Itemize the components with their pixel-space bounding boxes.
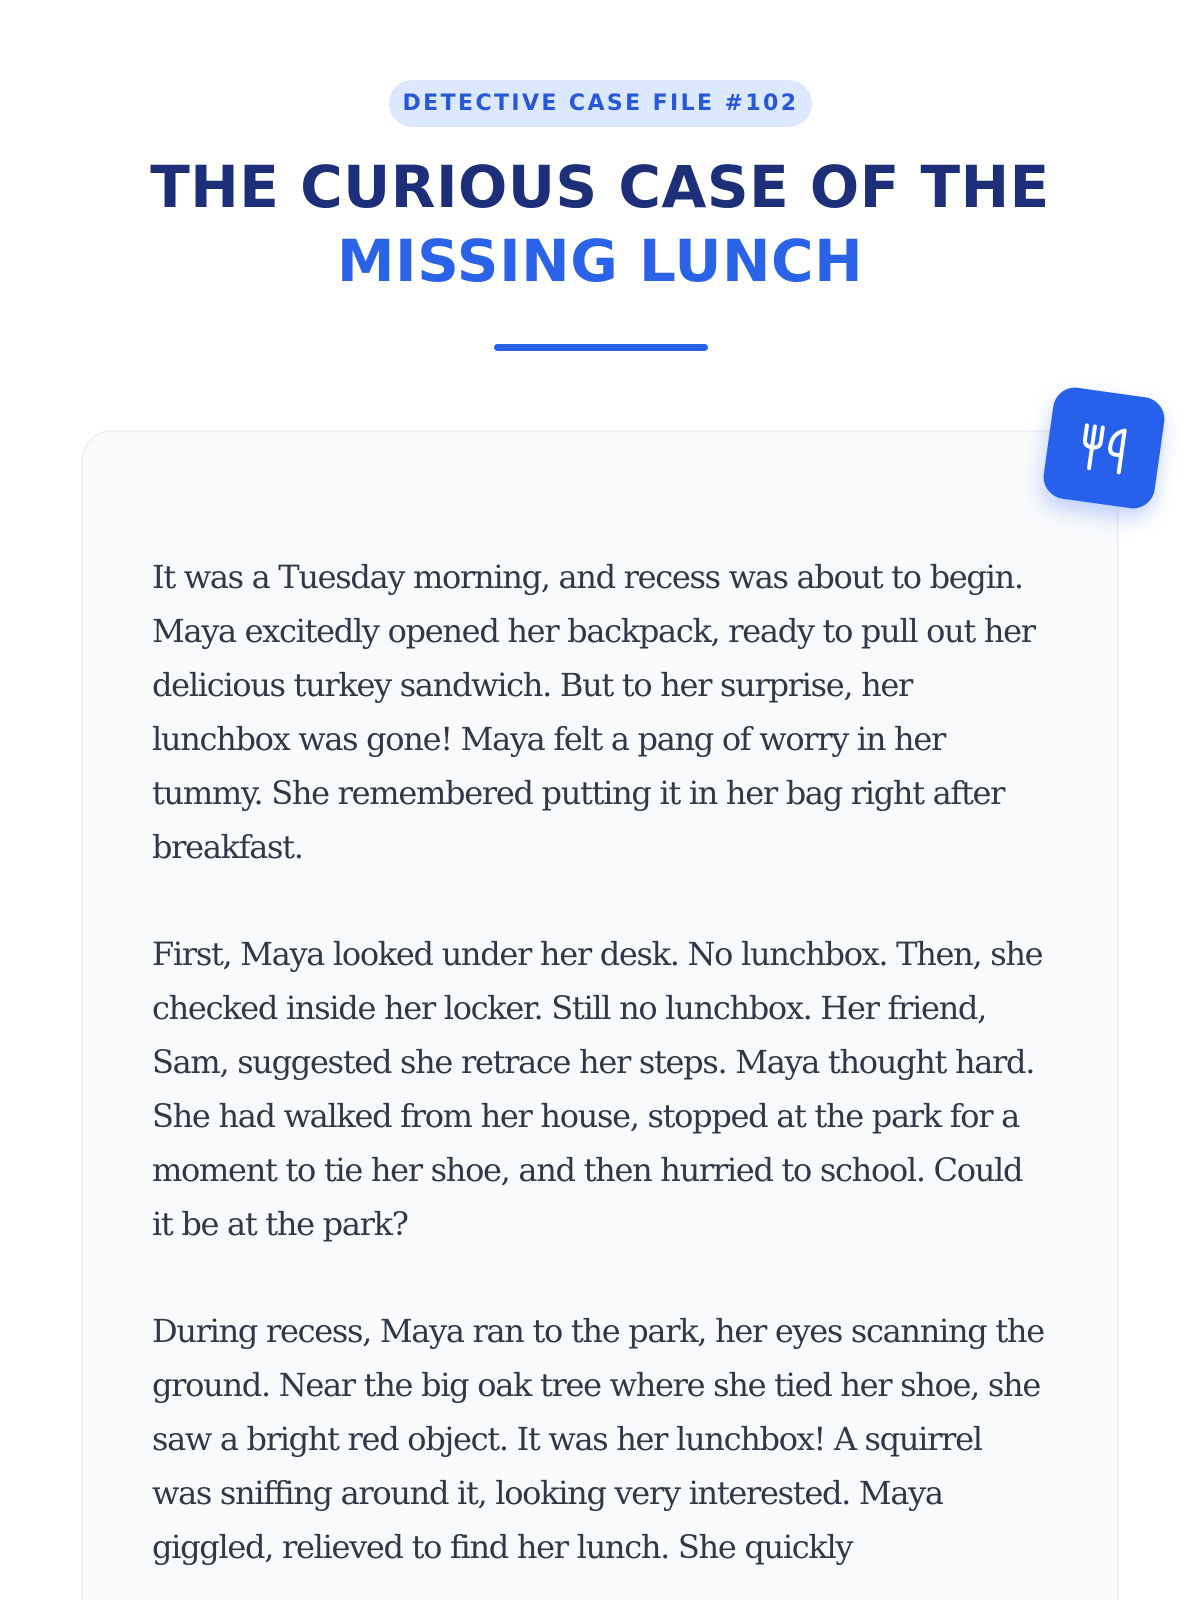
- story-paragraph: First, Maya looked under her desk. No lunchbox. Then, she checked inside her locker. Still no lunchbox. Her friend, Sam, suggested she retrace her steps. Maya thought hard. She had walked from her house, stopped at the park for a moment to tie her shoe, and then hurried to school. Could it be at the park?: [152, 935, 1043, 1243]
- title-divider: [494, 344, 708, 351]
- title-line-1: THE CURIOUS CASE OF THE: [150, 153, 1050, 221]
- page-title: [0, 150, 1200, 298]
- title-line-2: MISSING LUNCH: [336, 227, 864, 295]
- utensils-icon: [1075, 419, 1132, 479]
- story-card: [81, 430, 1119, 1600]
- lunch-badge: [1041, 385, 1167, 511]
- case-file-badge: DETECTIVE CASE FILE #102: [389, 80, 812, 127]
- story-paragraph: During recess, Maya ran to the park, her eyes scanning the ground. Near the big oak tree where she tied her shoe, she saw a bright red object. It was her lunchbox! A squirrel was sniffing around it, looking very interested. Maya giggled, relieved to find her lunch. She quickly: [152, 1312, 1044, 1566]
- story-paragraph: It was a Tuesday morning, and recess was about to begin. Maya excitedly opened her backpack, ready to pull out her delicious turkey sandwich. But to her surprise, her lunchbox was gone! Maya felt a pang of worry in her tummy. She remembered putting it in her bag right after breakfast.: [152, 558, 1035, 866]
